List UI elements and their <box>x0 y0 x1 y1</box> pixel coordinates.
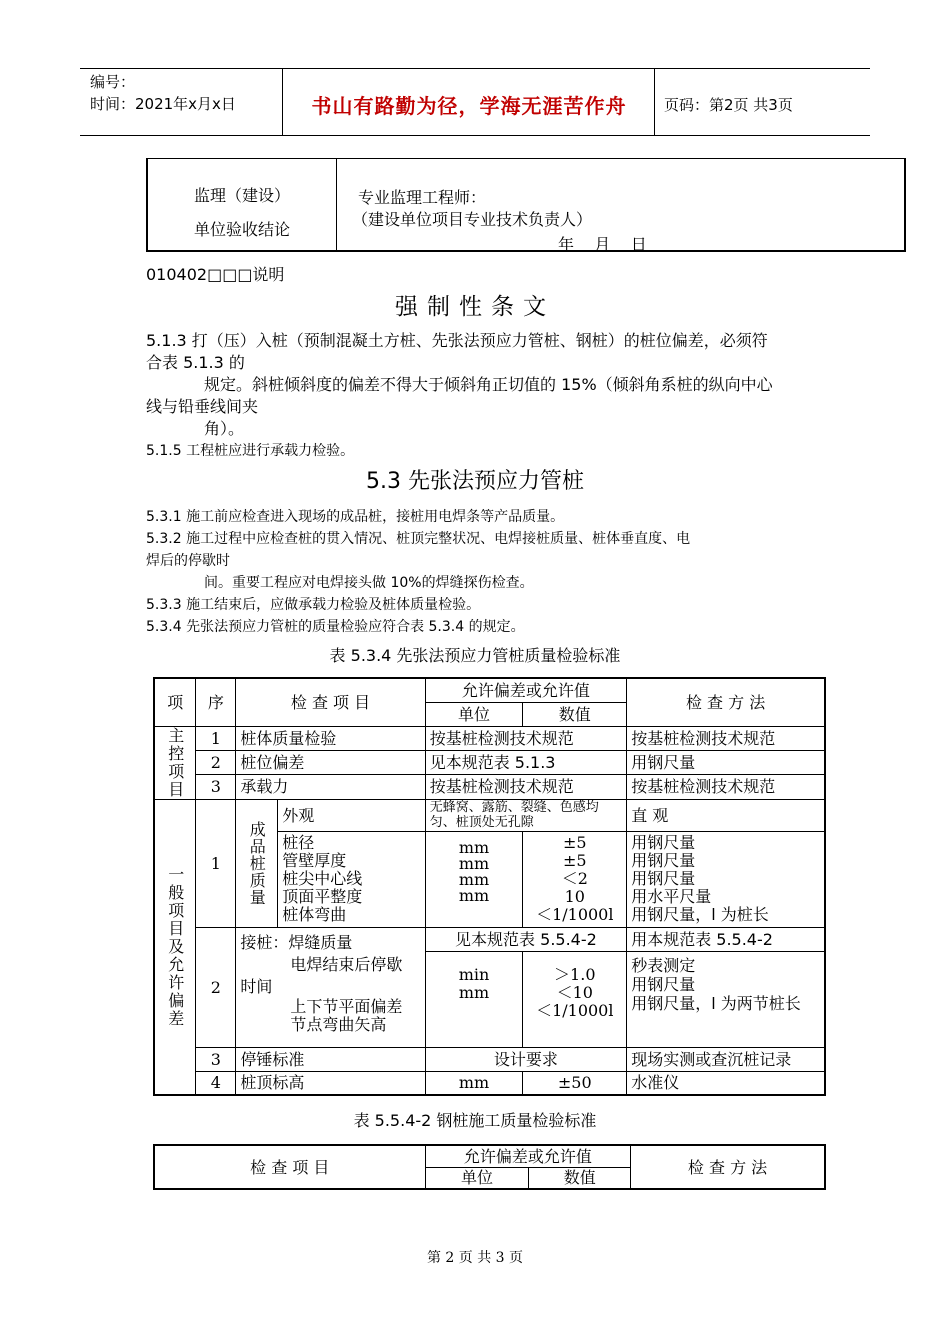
date-label: 时间：2021年x月x日 <box>90 95 236 113</box>
row-seq: 2 <box>196 750 236 774</box>
header-bottom-rule <box>80 135 870 136</box>
para-513-e: 角）。 <box>204 419 245 438</box>
value: ＜10 <box>556 982 593 1002</box>
finished-pile-label: 成品桩质量 <box>236 799 278 927</box>
header-seq: 序 <box>196 678 236 726</box>
t2-header-method: 检 查 方 法 <box>631 1145 825 1189</box>
value: ±5 <box>562 833 587 852</box>
row-method: 用本规范表 5.5.4-2 <box>627 927 825 951</box>
unit: mm <box>458 869 490 889</box>
table-row <box>154 799 825 831</box>
row-value: ±50 <box>523 1071 627 1095</box>
header-divider <box>654 68 655 136</box>
supervision-divider <box>336 159 337 251</box>
quality-table <box>153 677 826 1096</box>
row-item: 桩体质量检验 <box>236 726 425 750</box>
finished-pile-values <box>523 831 627 927</box>
table-row <box>154 1071 825 1095</box>
header-unit: 单位 <box>425 702 523 726</box>
method: 用钢尺量 <box>631 869 696 888</box>
row-item: 桩位偏差 <box>236 750 425 774</box>
row-item: 桩顶标高 <box>236 1071 425 1095</box>
header-top-rule <box>80 68 870 69</box>
row-method: 用钢尺量 <box>627 750 825 774</box>
header-item: 项 <box>154 678 196 726</box>
header-value: 数值 <box>523 702 627 726</box>
pile-joint-values <box>523 951 627 1047</box>
method: 用钢尺量 <box>631 851 696 870</box>
table1-caption: 表 5.3.4 先张法预应力管桩质量检验标准 <box>329 646 621 665</box>
finished-pile-units <box>425 831 523 927</box>
item-time-label: 时间 <box>240 976 273 996</box>
table-row <box>154 1047 825 1071</box>
value: ＞1.0 <box>554 964 596 984</box>
supervision-box <box>146 158 906 252</box>
header-check: 检 查 项 目 <box>236 678 425 726</box>
unit: mm <box>458 837 490 857</box>
supervision-right <box>352 187 592 231</box>
item-weld-quality: 接桩：焊缝质量 <box>240 932 353 952</box>
row-seq: 2 <box>196 927 236 1047</box>
supervision-date: 年 月 日 <box>558 235 647 254</box>
item-bending: 桩体弯曲 <box>282 905 347 924</box>
method: 用水平尺量 <box>631 887 712 906</box>
item-plane-deviation: 上下节平面偏差 <box>290 996 403 1016</box>
item-top-flatness: 顶面平整度 <box>282 887 363 906</box>
row-item: 外观 <box>278 799 425 831</box>
row-seq: 1 <box>196 726 236 750</box>
row-method: 水准仪 <box>627 1071 825 1095</box>
pile-joint-methods <box>627 951 825 1047</box>
row-allow: 按基桩检测技术规范 <box>425 775 627 799</box>
value: ＜1/1000l <box>536 905 614 924</box>
item-joint-bending: 节点弯曲矢高 <box>290 1014 387 1034</box>
t2-header-check: 检 查 项 目 <box>154 1145 425 1189</box>
header-meta <box>90 71 236 115</box>
header-page-info: 页码：第2页 共3页 <box>664 96 793 114</box>
para-533: 5.3.3 施工结束后，应做承载力检验及桩体质量检验。 <box>146 597 481 613</box>
t2-header-value: 数值 <box>529 1167 631 1189</box>
row-seq: 3 <box>196 1047 236 1071</box>
code-line: 010402□□□说明 <box>146 265 285 284</box>
item-wall-thickness: 管壁厚度 <box>282 851 347 870</box>
method: 秒表测定 <box>631 955 696 975</box>
header-divider <box>282 68 283 136</box>
value: ＜2 <box>561 869 588 888</box>
table-row <box>154 775 825 799</box>
header-motto: 书山有路勤为径，学海无涯苦作舟 <box>311 94 627 118</box>
general-group-label: 一般项目及允许偏差 <box>154 799 196 1095</box>
para-532-c: 间。重要工程应对电焊接头做 10%的焊缝探伤检查。 <box>204 575 534 591</box>
para-532-a: 5.3.2 施工过程中应检查桩的贯入情况、桩顶完整状况、电焊接桩质量、桩体垂直度、电 <box>146 531 691 547</box>
value: 10 <box>564 887 585 906</box>
value: ±5 <box>562 851 587 870</box>
supervision-left <box>194 179 290 247</box>
para-513-d: 线与铅垂线间夹 <box>146 397 259 416</box>
item-diameter: 桩径 <box>282 833 315 852</box>
row-allow: 按基桩检测技术规范 <box>425 726 627 750</box>
row-method: 按基桩检测技术规范 <box>627 775 825 799</box>
item-cooling-time: 电焊结束后停歇 <box>290 954 403 974</box>
serial-label: 编号： <box>90 73 136 91</box>
row-allow: 无蜂窝、露筋、裂缝、色感均匀、桩顶处无孔隙 <box>425 799 627 831</box>
supervision-owner-label: （建设单位项目专业技术负责人） <box>352 210 593 229</box>
unit: mm <box>458 853 490 873</box>
section-title: 5.3 先张法预应力管桩 <box>366 469 584 494</box>
table-row <box>154 750 825 774</box>
unit: mm <box>458 885 490 905</box>
main-group-label: 主控项目 <box>154 726 196 799</box>
method: 用钢尺量，l 为桩长 <box>631 905 769 924</box>
row-method: 按基桩检测技术规范 <box>627 726 825 750</box>
unit: min <box>458 964 490 984</box>
row-seq: 3 <box>196 775 236 799</box>
row-method: 现场实测或查沉桩记录 <box>627 1047 825 1071</box>
row-seq: 1 <box>196 799 236 927</box>
row-seq: 4 <box>196 1071 236 1095</box>
para-513-b: 合表 5.1.3 的 <box>146 353 245 372</box>
table2-caption: 表 5.5.4-2 钢桩施工质量检验标准 <box>353 1111 597 1130</box>
row-method: 直 观 <box>627 799 825 831</box>
row-allow: 设计要求 <box>425 1047 627 1071</box>
supervision-left-line1: 监理（建设） <box>194 186 291 205</box>
header-method: 检 查 方 法 <box>627 678 825 726</box>
para-532-b: 焊后的停歇时 <box>146 553 230 569</box>
para-513-c: 规定。斜桩倾斜度的偏差不得大于倾斜角正切值的 15%（倾斜角系桩的纵向中心 <box>204 375 773 394</box>
method: 用钢尺量，l 为两节桩长 <box>631 993 801 1013</box>
para-531: 5.3.1 施工前应检查进入现场的成品桩，接桩用电焊条等产品质量。 <box>146 509 565 525</box>
para-534: 5.3.4 先张法预应力管桩的质量检验应符合表 5.3.4 的规定。 <box>146 619 525 635</box>
steel-pile-table <box>153 1144 826 1190</box>
para-513-a: 5.1.3 打（压）入桩（预制混凝土方桩、先张法预应力管桩、钢桩）的桩位偏差，必须符 <box>146 331 768 350</box>
finished-pile-methods <box>627 831 825 927</box>
t2-header-allow: 允许偏差或允许值 <box>425 1145 630 1167</box>
unit: mm <box>458 982 490 1002</box>
supervision-engineer-label: 专业监理工程师： <box>358 188 487 207</box>
main-title: 强制性条文 <box>395 294 555 320</box>
value: ＜1/1000l <box>536 1000 614 1020</box>
header-allow: 允许偏差或允许值 <box>425 678 627 702</box>
supervision-left-line2: 单位验收结论 <box>194 220 291 239</box>
t2-header-unit: 单位 <box>425 1167 529 1189</box>
row-unit: mm <box>425 1071 523 1095</box>
pile-joint-items <box>236 927 425 1047</box>
method: 用钢尺量 <box>631 974 696 994</box>
page-footer: 第 2 页 共 3 页 <box>426 1250 524 1266</box>
table-row <box>154 927 825 951</box>
row-allow: 见本规范表 5.5.4-2 <box>425 927 627 951</box>
pile-joint-units <box>425 951 523 1047</box>
item-tip-centerline: 桩尖中心线 <box>282 869 363 888</box>
table-row <box>154 726 825 750</box>
row-item: 停锤标准 <box>236 1047 425 1071</box>
para-515: 5.1.5 工程桩应进行承载力检验。 <box>146 443 355 459</box>
method: 用钢尺量 <box>631 833 696 852</box>
row-item: 承载力 <box>236 775 425 799</box>
row-allow: 见本规范表 5.1.3 <box>425 750 627 774</box>
finished-pile-items <box>278 831 425 927</box>
